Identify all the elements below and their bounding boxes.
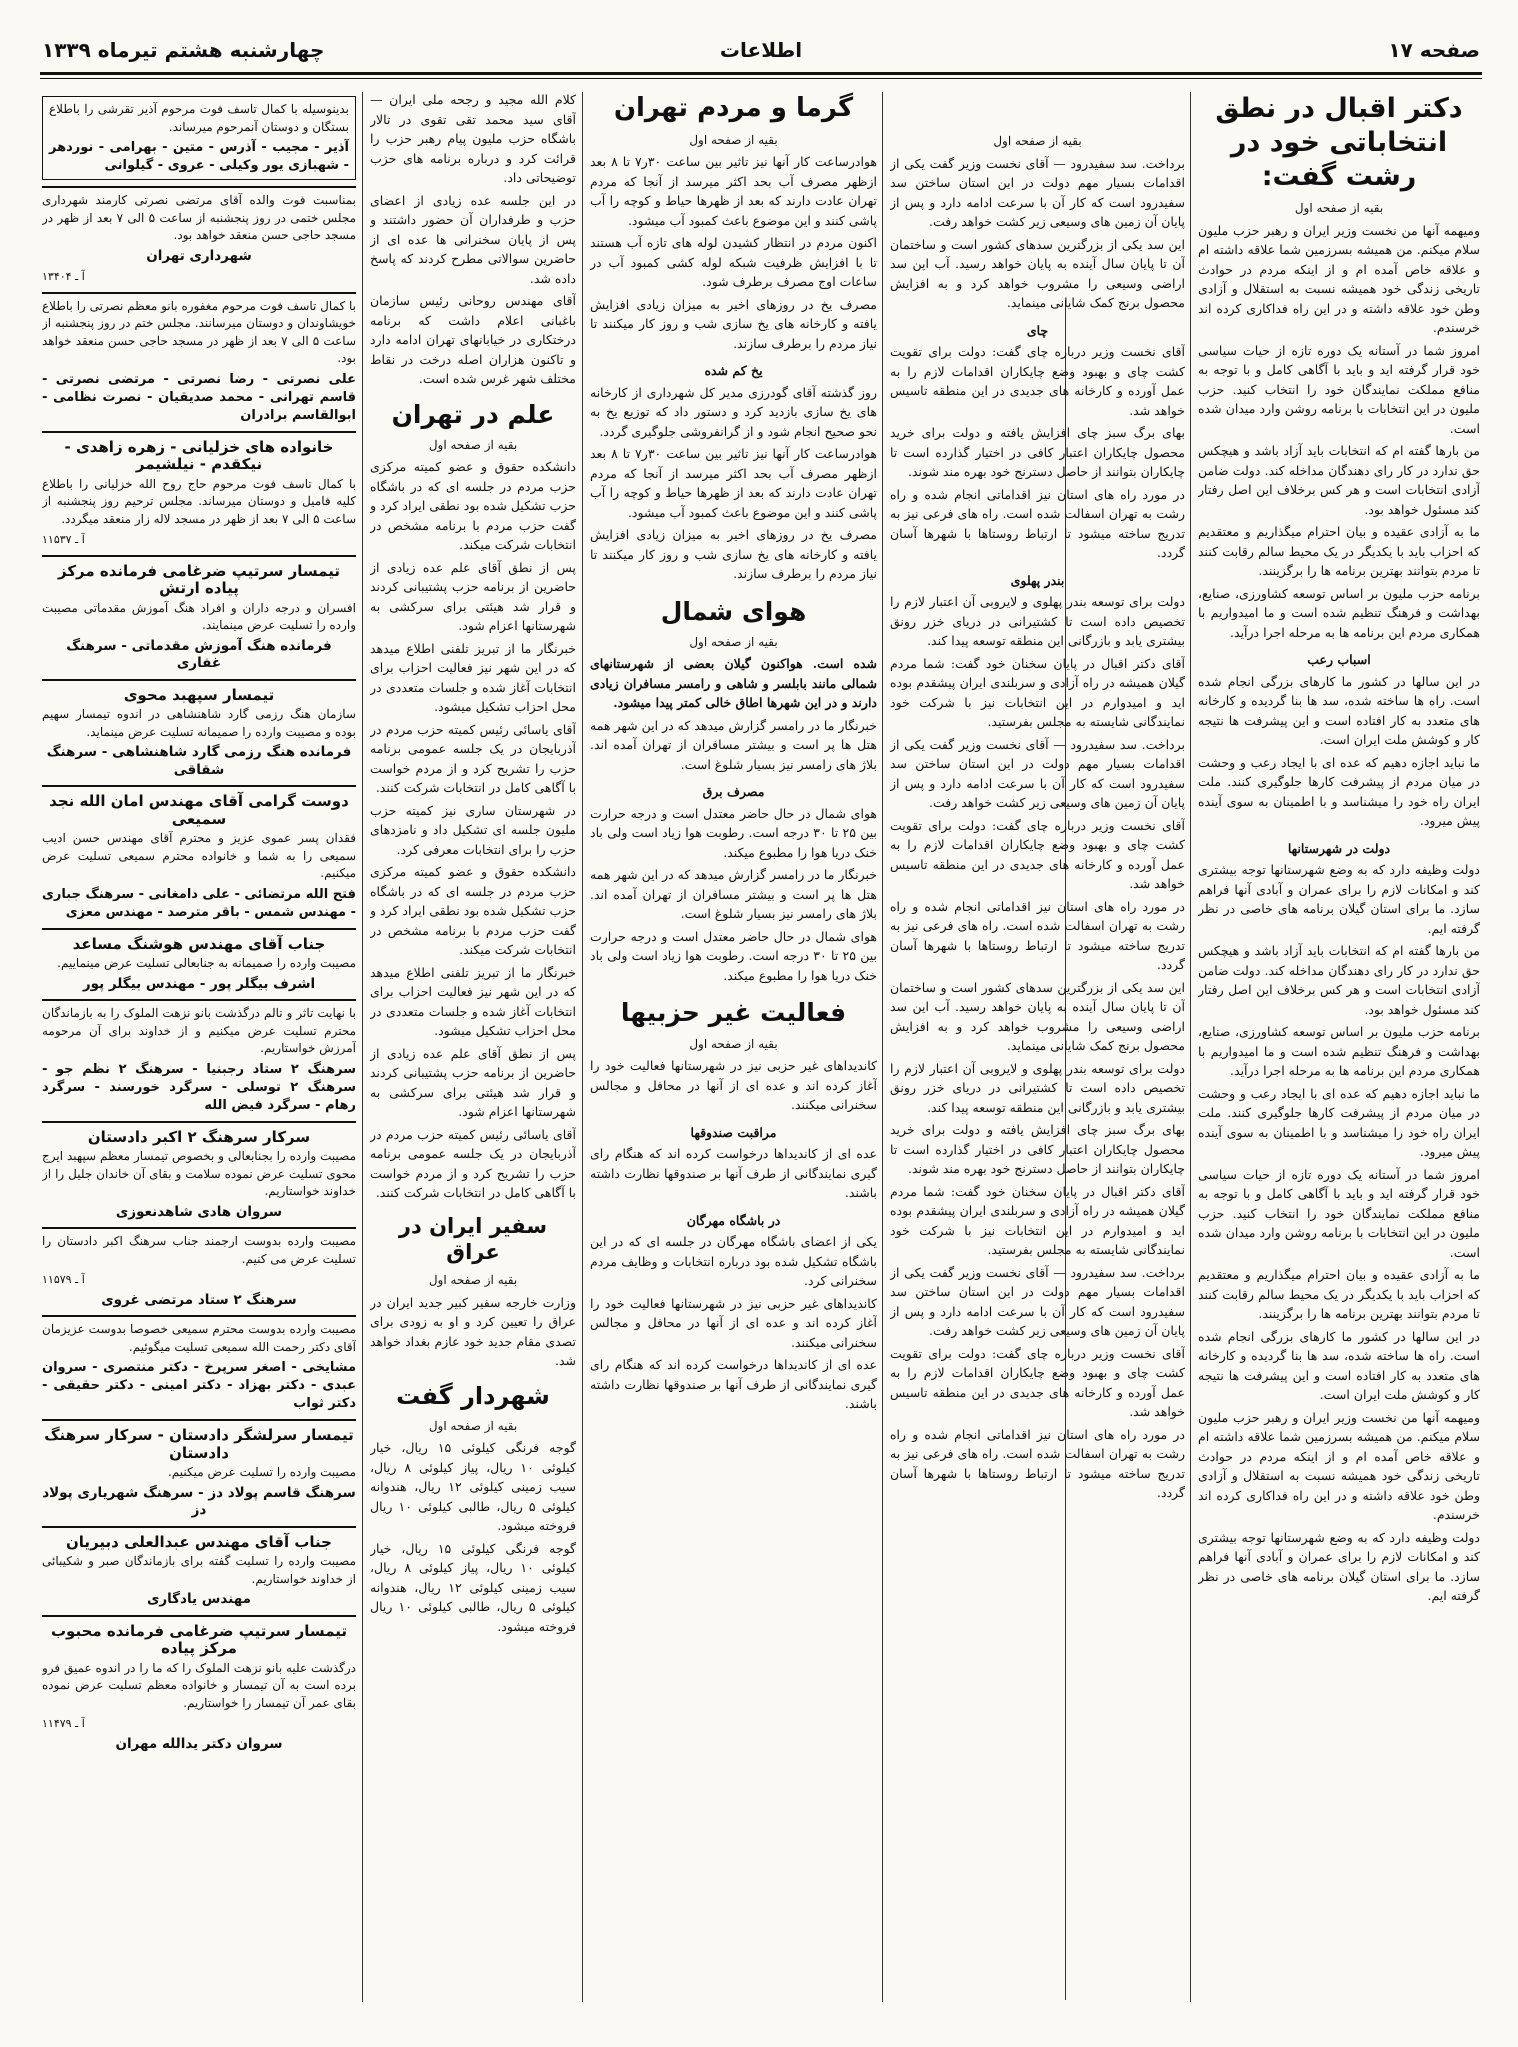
notice <box>42 555 356 673</box>
paragraph: آقای دکتر اقبال در پایان سخنان خود گفت: شما مردم گیلان همیشه در راه آزادی و سربلندی ایران پیشقدم بوده اید و امیدوارم در این انتخابات نیز با شرکت خود نمایندگانی شایسته به مجلس بفرستید. <box>890 655 1185 729</box>
headline-nonparty: فعالیت غیر حزبیها <box>620 998 847 1028</box>
notice-title: سرکار سرهنگ ۲ اکبر دادستان <box>87 1127 311 1146</box>
paragraph: برداخت. سد سفیدرود — آقای نخست وزیر گفت یکی از اقدامات بسیار مهم دولت در این استان ساختن سد سفیدرود است که کار آن با سرعت ادامه دارد و پس از پایان آن زمین های وسیعی زیر کشت خواهد رفت. <box>890 155 1185 229</box>
paragraph: خبرنگار ما در رامسر گزارش میدهد که در این شهر همه هتل ها پر است و بیشتر مسافران از تهران آمده اند. بلاژ های رامسر نیز بسیار شلوغ است. <box>590 867 877 922</box>
notice-ref: آ ـ ۱۱۵۳۷ <box>42 533 85 546</box>
paragraph: ما نباید اجازه دهیم که عده ای با ایجاد رعب و وحشت در میان مردم از پیشرفت کارها جلوگیری کنند. ملت ایران راه خود را میشناسد و با اطمینان به سوی آینده پیش میرود. <box>1198 1085 1480 1160</box>
paragraph: گوجه فرنگی کیلوئی ۱۵ ریال، خیار کیلوئی ۱۰ ریال، پیاز کیلوئی ۸ ریال، سیب زمینی کیلوئی ۱۲ ریال، هندوانه کیلوئی ۵ ریال، طالبی کیلوئی ۱۰ ریال فروخته میشود. <box>370 1540 576 1634</box>
paragraph: برنامه حزب ملیون بر اساس توسعه کشاورزی، صنایع، بهداشت و فرهنگ تنظیم شده است و ما امیدواریم با همکاری مردم این برنامه ها به مرحله اجرا درآید. <box>1198 585 1480 640</box>
paragraph: ومیهمه آنها من نخست وزیر ایران و رهبر حزب ملیون سلام میکنم. من همیشه بسرزمین شما علاقه داشته ام و علاقه خاص آمده ام و از اینکه مردم در حوادث تاریخی زندگی خود همیشه نسبت به استقلال و آزادی وطن خود علاقه داشته و در این راه فداکاری کرده اند خرسندم. <box>1198 1409 1480 1523</box>
paragraph: اکنون مردم در انتظار کشیدن لوله های تازه آب هستند تا با افزایش ظرفیت شبکه لوله کشی کمبود آب در ساعات اوج مصرف برطرف شود. <box>590 235 877 289</box>
headline-eghbal: دکتر اقبال در نطق انتخاباتی خود در رشت گفت: <box>1215 93 1463 192</box>
headline-alam: علم در تهران <box>391 399 555 429</box>
paragraph: کاندیداهای غیر حزبی نیز در شهرستانها فعالیت خود را آغاز کرده اند و عده ای از آنها در محافل و مجالس سخنرانی میکنند. <box>590 1295 877 1350</box>
notice-title: خانواده های خزلیانی - زهره زاهدی - نیکقدم - نیلشیمر <box>64 437 334 473</box>
article-eghbal <box>1198 90 1480 2005</box>
subheading: مراقبت صندوقها <box>690 1124 777 1140</box>
paragraph: این سد یکی از بزرگترین سدهای کشور است و ساختمان آن تا پایان سال آینده به پایان خواهد رسید. آب این سد اراضی وسیعی را مشروب خواهد کرد و به افزایش محصول برنج کمک شایانی مینماید. <box>890 236 1185 310</box>
paragraph: ما نباید اجازه دهیم که عده ای با ایجاد رعب و وحشت در میان مردم از پیشرفت کارها جلوگیری کنند. ملت ایران راه خود را میشناسد و با اطمینان به سوی آینده پیش میرود. <box>1198 754 1480 829</box>
paragraph: امروز شما در آستانه یک دوره تازه از حیات سیاسی خود قرار گرفته اید و باید با آگاهی کامل و با توجه به منافع مملکت نمایندگان خود را انتخاب کنید. حزب ملیون در این انتخابات با برنامه روشن وارد میدان شده است. <box>1198 1166 1480 1260</box>
paragraph: خبرنگار ما از تبریز تلفنی اطلاع میدهد که در این شهر نیز فعالیت احزاب برای انتخابات آغاز شده و جلسات متعددی در محل احزاب تشکیل میشود. <box>370 640 576 715</box>
header-rule <box>40 72 1482 75</box>
paragraph: شده است. هواکنون گیلان بعضی از شهرستانهای شمالی مانند بابلسر و شاهی و رامسر مسافران زیادی دارند و در این شهرها اطاق خالی کمتر پیدا میشود. <box>590 656 877 711</box>
notice-names: مشایخی - اصغر سرپرخ - دکتر منتصری - سروان عبدی - دکتر بهزاد - دکتر امینی - دکتر حقیقی - دکتر ثواب <box>42 1360 356 1411</box>
paragraph: من بارها گفته ام که انتخابات باید آزاد باشد و هیچکس حق ندارد در کار رای دهندگان مداخله کند. دولت ضامن آزادی انتخابات است و هر کس برخلاف این اصل رفتار کند مسئول خواهد بود. <box>1198 943 1480 1017</box>
paragraph: دولت برای توسعه بندر پهلوی و لایروبی آن اعتبار لازم را تخصیص داده است تا کشتیرانی در دریای خزر رونق بیشتری یابد و بازرگانی این منطقه توسعه پیدا کند. <box>890 1060 1185 1115</box>
paragraph: آقای نخست وزیر درباره چای گفت: دولت برای تقویت کشت چای و بهبود وضع چایکاران اقدامات لازم را به عمل آورده و کارخانه های جدیدی در این منطقه تاسیس خواهد شد. <box>890 817 1185 891</box>
headline-mayor: شهردار گفت <box>396 1381 550 1410</box>
notice-names: علی نصرتی - رضا نصرتی - مرتضی نصرتی - قاسم تهرانی - محمد صدیقیان - نصرت نظامی - ابوالقاسم برادران <box>42 371 356 423</box>
paragraph: من بارها گفته ام که انتخابات باید آزاد باشد و هیچکس حق ندارد در کار رای دهندگان مداخله کند. دولت ضامن آزادی انتخابات است و هر کس برخلاف این اصل رفتار کند مسئول خواهد بود. <box>1198 443 1480 517</box>
notice-signature: سروان دکتر یدالله مهران <box>115 1735 283 1752</box>
notice-signature: فرمانده هنگ رزمی گارد شاهنشاهی - سرهنگ شقاقی <box>46 744 352 778</box>
notice <box>42 1615 356 1754</box>
notice <box>42 785 356 922</box>
notice-text: مصیبت وارده بدوست ارجمند جناب سرهنگ اکبر دادستان را تسلیت عرض می کنیم. <box>42 1234 356 1266</box>
paragraph: آقای دکتر اقبال در پایان سخنان خود گفت: شما مردم گیلان همیشه در راه آزادی و سربلندی ایران پیشقدم بوده اید و امیدوارم در این انتخابات نیز با شرکت خود نمایندگانی شایسته به مجلس بفرستید. <box>890 1183 1185 1257</box>
notice-title: جناب آقای مهندس عبدالعلی دبیریان <box>66 1532 332 1551</box>
notice-text: با نهایت تاثر و تالم درگذشت بانو نزهت الملوک را به بازماندگان محترم تسلیت عرض میکنیم و از خداوند برای آن مرحومه آمرزش خواستاریم. <box>42 1006 356 1055</box>
paragraph: برداخت. سد سفیدرود — آقای نخست وزیر گفت یکی از اقدامات بسیار مهم دولت در این استان ساختن سد سفیدرود است که کار آن با سرعت ادامه دارد و پس از پایان آن زمین های وسیعی زیر کشت خواهد رفت. <box>890 736 1185 810</box>
notice <box>42 999 356 1115</box>
notice-title: دوست گرامی آقای مهندس امان الله نجد سمیعی <box>49 792 349 828</box>
article-eghbal-cont <box>890 130 1185 2005</box>
notice-signature: سرهنگ ۲ ستاد مرتضی غروی <box>101 1291 297 1308</box>
paragraph: روز گذشته آقای گودرزی مدیر کل شهرداری از کارخانه های یخ سازی بازدید کرد و دستور داد که توزیع یخ به نحو صحیح انجام شود و از گرانفروشی جلوگیری گردد. <box>590 384 877 439</box>
subheading: اسباب رعب <box>1307 652 1371 668</box>
paragraph: آقای یاسائی رئیس کمیته حزب مردم در آذربایجان در یک جلسه عمومی برنامه حزب را تشریح کرد و از مردم خواست با آگاهی کامل در انتخابات شرکت کنند. <box>370 721 576 796</box>
subheading: دولت در شهرستانها <box>1287 840 1391 856</box>
paragraph: آقای مهندس روحانی رئیس سازمان باغبانی اعلام داشت که برنامه درختکاری در خیابانهای تهران ادامه دارد و تاکنون هزاران اصله درخت در نقاط مختلف شهر غرس شده است. <box>370 293 576 386</box>
column-divider <box>582 92 583 2002</box>
notice-ref: آ ـ ۱۱۴۷۹ <box>42 1717 85 1730</box>
notice-signature: سرهنگ قاسم پولاد دز - سرهنگ شهریاری پولاد دز <box>42 1484 356 1518</box>
notice <box>42 928 356 994</box>
notice-ref: آ ـ ۱۱۵۷۹ <box>42 1273 85 1286</box>
paragraph: بهای برگ سبز چای افزایش یافته و دولت برای خرید محصول چایکاران اعتبار کافی در اختیار گذارده است تا چایکاران بتوانند از حاصل دسترنج خود بهره مند شوند. <box>890 1122 1185 1176</box>
notice <box>42 1121 356 1222</box>
notice-title: تیمسار سرلشگر دادستان - سرکار سرهنگ دادستان <box>44 1426 354 1462</box>
paragraph: کاندیداهای غیر حزبی نیز در شهرستانها فعالیت خود را آغاز کرده اند و عده ای از آنها در محافل و مجالس سخنرانی میکنند. <box>590 1058 877 1112</box>
paragraph: خبرنگار ما از تبریز تلفنی اطلاع میدهد که در این شهر نیز فعالیت احزاب برای انتخابات آغاز شده و جلسات متعددی در محل احزاب تشکیل میشود. <box>370 964 576 1039</box>
paragraph: خبرنگار ما در رامسر گزارش میدهد که در این شهر همه هتل ها پر است و بیشتر مسافران از تهران آمده اند. بلاژ های رامسر نیز بسیار شلوغ است. <box>590 717 877 772</box>
paragraph: هوادرساعت کار آنها نیز تاثیر بین ساعت ۳۰ر۷ تا ۸ بعد ازظهر مصرف آب بحد اکثر میرسد از آنجا که مردم تهران عادت دارند که بعد از ظهرها حیاط و کوچه را آب پاشی کنند و این موضوع باعث کمبود آب میشود. <box>590 154 877 228</box>
notice-title: تیمسار سرتیپ ضرغامی فرمانده محبوب مرکز پیاده <box>50 1621 348 1657</box>
notice-signature: فرمانده هنگ آموزش مقدماتی - سرهنگ غفاری <box>66 637 332 671</box>
notice-names: فتح الله مرتضائی - علی دامغانی - سرهنگ جباری - مهندس شمس - باقر مترصد - مهندس معزی <box>42 886 356 920</box>
issue-date: چهارشنبه هشتم تیرماه ۱۳۳۹ <box>42 38 325 62</box>
notice <box>42 431 356 549</box>
paragraph: دولت وظیفه دارد که به وضع شهرستانها توجه بیشتری کند و امکانات لازم را برای عمران و آبادی آنها فراهم سازد. ما برای استان گیلان برنامه های خاصی در نظر گرفته ایم. <box>1198 862 1480 936</box>
notice-title: تیمسار سرتیپ ضرغامی فرمانده مرکز پیاده ارتش <box>57 561 340 597</box>
notice-text: بدینوسیله با کمال تاسف فوت مرحوم آذیر تقرشی را باطلاع بستگان و دوستان آنمرحوم میرساند. <box>49 102 349 134</box>
notice-text: مصیبت وارده را صمیمانه به جنابعالی تسلیت عرض مینماییم. <box>57 956 356 970</box>
notice-text: مصیبت وارده را تسلیت عرض میکنیم. <box>167 1465 356 1479</box>
headline-north: هوای شمال <box>660 596 807 626</box>
notice <box>42 1227 356 1309</box>
paragraph: هوادرساعت کار آنها نیز تاثیر بین ساعت ۳۰ر۷ تا ۸ بعد ازظهر مصرف آب بحد اکثر میرسد از آنجا که مردم تهران عادت دارند که بعد از ظهرها حیاط و کوچه را آب پاشی کنند و این موضوع باعث کمبود آب میشود. <box>590 446 877 520</box>
notice <box>42 1526 356 1609</box>
paragraph: این سد یکی از بزرگترین سدهای کشور است و ساختمان آن تا پایان سال آینده به پایان خواهد رسید. آب این سد اراضی وسیعی را مشروب خواهد کرد و به افزایش محصول برنج کمک شایانی مینماید. <box>890 979 1185 1053</box>
paragraph: دانشکده حقوق و عضو کمیته مرکزی حزب مردم در جلسه ای که در باشگاه حزب تشکیل شده بود نطقی ایراد کرد و گفت حزب مردم با برنامه مشخص در انتخابات شرکت میکند. <box>370 459 576 553</box>
notice-text: بمناسبت فوت والده آقای مرتضی نصرتی کارمند شهرداری مجلس ختمی در روز پنجشنبه از ساعت ۵ الی ۷ بعد از ظهر در مسجد حاجی حسن منعقد خواهد بود. <box>42 193 356 242</box>
paragraph: ما به آزادی عقیده و بیان احترام میگذاریم و معتقدیم که احزاب باید با یکدیگر در یک محیط سالم رقابت کنند تا مردم بتوانند بهترین برنامه ها را برگزینند. <box>1198 524 1480 579</box>
continued-note: بقیه از صفحه اول <box>428 1418 518 1433</box>
paragraph: بهای برگ سبز چای افزایش یافته و دولت برای خرید محصول چایکاران اعتبار کافی در اختیار گذارده است تا چایکاران بتوانند از حاصل دسترنج خود بهره مند شوند. <box>890 425 1185 479</box>
subheading: چای <box>1026 322 1049 338</box>
paragraph: ومیهمه آنها من نخست وزیر ایران و رهبر حزب ملیون سلام میکنم. من همیشه بسرزمین شما علاقه داشته ام و علاقه خاص آمده ام و از اینکه مردم در حوادث تاریخی زندگی خود همیشه نسبت به استقلال و آزادی وطن خود علاقه داشته و در این راه فداکاری کرده اند خرسندم. <box>1198 222 1480 336</box>
paragraph: در مورد راه های استان نیز اقداماتی انجام شده و راه رشت به تهران اسفالت شده است. راه های فرعی نیز به تدریج ساخته میشود تا ارتباط روستاها با شهرها آسان گردد. <box>890 486 1185 560</box>
header-rule-thin <box>40 78 1482 79</box>
continued-note: بقیه از صفحه اول <box>428 1273 518 1288</box>
paragraph: در مورد راه های استان نیز اقداماتی انجام شده و راه رشت به تهران اسفالت شده است. راه های فرعی نیز به تدریج ساخته میشود تا ارتباط روستاها با شهرها آسان گردد. <box>890 898 1185 972</box>
paragraph: در این جلسه عده زیادی از اعضای حزب و طرفداران آن حضور داشتند و پس از پایان سخنرانی ها عده ای از حاضرین سوالاتی مطرح کردند که پاسخ داده شد. <box>370 192 576 286</box>
paragraph: آقای نخست وزیر درباره چای گفت: دولت برای تقویت کشت چای و بهبود وضع چایکاران اقدامات لازم را به عمل آورده و کارخانه های جدیدی در این منطقه تاسیس خواهد شد. <box>890 344 1185 418</box>
paragraph: دانشکده حقوق و عضو کمیته مرکزی حزب مردم در جلسه ای که در باشگاه حزب تشکیل شده بود نطقی ایراد کرد و گفت حزب مردم با برنامه مشخص در انتخابات شرکت میکند. <box>370 864 576 958</box>
paragraph: در شهرستان ساری نیز کمیته حزب ملیون جلسه ای تشکیل داد و نامزدهای حزب را برای انتخابات معرفی کرد. <box>370 802 576 857</box>
continued-note: بقیه از صفحه اول <box>428 437 518 452</box>
paragraph: در این سالها در کشور ما کارهای بزرگی انجام شده است. راه ها ساخته شده، سد ها بنا گردیده و کارخانه های متعدد به کار افتاده است و این پیشرفت ها نتیجه کار و کوشش ملت ایران است. <box>1198 1328 1480 1403</box>
notice-text: با کمال تاسف فوت مرحوم مغفوره بانو معظم نصرتی را باطلاع خویشاوندان و دوستان میرسانند. مجلس ختم در روز پنجشنبه از ساعت ۵ الی ۷ بعد از ظهر در مسجد حاجی حسن منعقد خواهد بود. <box>42 298 356 365</box>
paragraph: در مورد راه های استان نیز اقداماتی انجام شده و راه رشت به تهران اسفالت شده است. راه های فرعی نیز به تدریج ساخته میشود تا ارتباط روستاها با شهرها آسان گردد. <box>890 1426 1185 1500</box>
paragraph: هوای شمال در حال حاضر معتدل است و درجه حرارت بین ۲۵ تا ۳۰ درجه است. رطوبت هوا زیاد است ولی باد خنک دریا هوا را مطبوع میکند. <box>590 928 877 983</box>
paragraph: گوجه فرنگی کیلوئی ۱۵ ریال، خیار کیلوئی ۱۰ ریال، پیاز کیلوئی ۸ ریال، سیب زمینی کیلوئی ۱۲ ریال، هندوانه کیلوئی ۵ ریال، طالبی کیلوئی ۱۰ ریال فروخته میشود. <box>370 1440 576 1534</box>
paragraph: مصرف یخ در روزهای اخیر به میزان زیادی افزایش یافته و کارخانه های یخ سازی شب و روز کار میکنند تا نیاز مردم را برطرف سازند. <box>590 296 877 351</box>
headline-heat: گرما و مردم تهران <box>613 93 854 123</box>
paper-name: اطلاعات <box>719 38 803 62</box>
notice-text: مصیبت وارده را بجنابعالی و بخصوص تیمسار معظم سپهبد ایرج محوی تسلیت عرض نموده سلامت و بقای آن خاندان جلیل را از خداوند خواستاریم. <box>42 1149 356 1198</box>
notice-names: سرهنگ ۲ ستاد رجبنیا - سرهنگ ۲ نظم جو - سرهنگ ۲ توسلی - سرگرد خورسند - سرگرد رهام - سرگرد فیض الله <box>42 1061 356 1113</box>
condolence-notices <box>42 90 356 2005</box>
notice-text: مصیبت وارده را تسلیت گفته برای بازماندگان صبر و شکیبائی از خداوند خواستاریم. <box>42 1554 356 1586</box>
paragraph: امروز شما در آستانه یک دوره تازه از حیات سیاسی خود قرار گرفته اید و باید با آگاهی کامل و با توجه به منافع مملکت نمایندگان خود را انتخاب کنید. حزب ملیون در این انتخابات با برنامه روشن وارد میدان شده است. <box>1198 342 1480 436</box>
paragraph: پس از نطق آقای علم عده زیادی از حاضرین از برنامه حزب پشتیبانی کردند و قرار شد هیئتی برای سرکشی به شهرستانها اعزام شود. <box>370 559 576 634</box>
subheading: در باشگاه مهرگان <box>686 1212 781 1228</box>
subheading: مصرف برق <box>702 784 765 800</box>
paragraph: آقای یاسائی رئیس کمیته حزب مردم در آذربایجان در یک جلسه عمومی برنامه حزب را تشریح کرد و از مردم خواست با آگاهی کامل در انتخابات شرکت کنند. <box>370 1126 576 1201</box>
notice <box>42 679 356 780</box>
notice <box>42 186 356 286</box>
paragraph: کلام الله مجید و رجحه ملی ایران — آقای سید محمد تقی تقوی در تالار باشگاه حزب ملیون پیام رهبر حزب را قرائت کرد و درباره برنامه های حزب توضیحاتی داد. <box>370 92 576 185</box>
notice-text: افسران و درجه داران و افراد هنگ آموزش مقدماتی مصیبت وارده را تسلیت عرض مینمایند. <box>42 600 356 632</box>
article-heat <box>590 90 877 2005</box>
continued-note: بقیه از صفحه اول <box>689 1036 778 1051</box>
paragraph: پس از نطق آقای علم عده زیادی از حاضرین از برنامه حزب پشتیبانی کردند و قرار شد هیئتی برای سرکشی به شهرستانها اعزام شود. <box>370 1045 576 1120</box>
notice <box>42 1315 356 1413</box>
article-alam <box>370 90 576 2005</box>
paragraph: در این سالها در کشور ما کارهای بزرگی انجام شده است. راه ها ساخته شده، سد ها بنا گردیده و کارخانه های متعدد به کار افتاده است و این پیشرفت ها نتیجه کار و کوشش ملت ایران است. <box>1198 673 1480 748</box>
paragraph: هوای شمال در حال حاضر معتدل است و درجه حرارت بین ۲۵ تا ۳۰ درجه است. رطوبت هوا زیاد است ولی باد خنک دریا هوا را مطبوع میکند. <box>590 805 877 860</box>
subheading: بندر پهلوی <box>1010 572 1065 588</box>
column-divider <box>362 92 363 2002</box>
paragraph: دولت برای توسعه بندر پهلوی و لایروبی آن اعتبار لازم را تخصیص داده است تا کشتیرانی در دریای خزر رونق بیشتری یابد و بازرگانی این منطقه توسعه پیدا کند. <box>890 594 1185 648</box>
paragraph: وزارت خارجه سفیر کبیر جدید ایران در عراق را تعیین کرد و او به زودی برای تصدی مقام جدید خود عازم بغداد خواهد شد. <box>370 1294 576 1369</box>
paragraph: یکی از اعضای باشگاه مهرگان در جلسه ای که در این باشگاه تشکیل شده بود درباره انتخابات و وظایف مردم سخنرانی کرد. <box>590 1234 877 1288</box>
paragraph: عده ای از کاندیداها درخواست کرده اند که هنگام رای گیری نمایندگانی از طرف آنها بر صندوقها نظارت داشته باشند. <box>590 1357 877 1411</box>
notice-text: مصیبت وارده بدوست محترم سمیعی خصوصا بدوست عزیزمان آقای دکتر رحمت الله سمیعی تسلیت میگوئیم. <box>42 1322 356 1354</box>
paragraph: عده ای از کاندیداها درخواست کرده اند که هنگام رای گیری نمایندگانی از طرف آنها بر صندوقها نظارت داشته باشند. <box>590 1146 877 1200</box>
notice <box>42 96 356 180</box>
notice-signature: مهندس یادگاری <box>146 1591 252 1607</box>
notice-signature: اشرف بیگلر پور - مهندس بیگلر پور <box>82 975 316 992</box>
paragraph: دولت وظیفه دارد که به وضع شهرستانها توجه بیشتری کند و امکانات لازم را برای عمران و آبادی آنها فراهم سازد. ما برای استان گیلان برنامه های خاصی در نظر گرفته ایم. <box>1198 1529 1480 1604</box>
notice-title: تیمسار سپهبد محوی <box>123 685 275 704</box>
notice <box>42 1419 356 1520</box>
notice-title: جناب آقای مهندس هوشنگ مساعد <box>72 934 326 953</box>
subheading: یخ کم شده <box>704 363 763 378</box>
headline-ambassador: سفیر ایران در عراق <box>398 1213 548 1264</box>
notice-ref: آ ـ ۱۳۴۰۴ <box>42 270 85 283</box>
page-number: صفحه ۱۷ <box>1388 38 1480 62</box>
column-divider <box>882 92 883 2002</box>
continued-note: بقیه از صفحه اول <box>1294 201 1384 216</box>
paragraph: ما به آزادی عقیده و بیان احترام میگذاریم و معتقدیم که احزاب باید با یکدیگر در یک محیط سالم رقابت کنند تا مردم بتوانند بهترین برنامه ها را برگزینند. <box>1198 1267 1480 1322</box>
notice-names: آذیر - مجیب - آذرس - متین - بهرامی - نوردهر - شهبازی یور وکیلی - عروی - گیلوانی <box>49 140 349 173</box>
continued-note: بقیه از صفحه اول <box>993 134 1082 148</box>
continued-note: بقیه از صفحه اول <box>689 132 778 147</box>
paragraph: برداخت. سد سفیدرود — آقای نخست وزیر گفت یکی از اقدامات بسیار مهم دولت در این استان ساختن سد سفیدرود است که کار آن با سرعت ادامه دارد و پس از پایان آن زمین های وسیعی زیر کشت خواهد رفت. <box>890 1264 1185 1338</box>
notice-text: سازمان هنگ رزمی گارد شاهنشاهی در اندوه تیمسار سهیم بوده و مصیبت وارده را صمیمانه تسلیت عرض مینماید. <box>42 707 356 739</box>
notice-text: فقدان پسر عموی عزیز و محترم آقای مهندس حسن ادیب سمیعی را به شما و خانواده محترم سمیعی تسلیت عرض میکنیم. <box>42 831 356 880</box>
notice-signature: شهرداری تهران <box>146 247 252 264</box>
paragraph: آقای نخست وزیر درباره چای گفت: دولت برای تقویت کشت چای و بهبود وضع چایکاران اقدامات لازم را به عمل آورده و کارخانه های جدیدی در این منطقه تاسیس خواهد شد. <box>890 1345 1185 1419</box>
continued-note: بقیه از صفحه اول <box>689 634 778 649</box>
notice-text: درگذشت علیه بانو نزهت الملوک را که ما را در اندوه عمیق فرو برده است به آن تیمسار و خانواده معظم تسلیت عرض نموده بقای عمر آن تیمسار را خواستاریم. <box>42 1660 356 1710</box>
column-divider <box>1190 92 1191 2002</box>
notice-signature: سروان هادی شاهدنعوزی <box>115 1203 283 1220</box>
notice <box>42 292 356 425</box>
notice-text: با کمال تاسف فوت مرحوم حاج روح الله خزلیانی را باطلاع کلیه فامیل و دوستان میرساند. مجلس ترحیم روز پنجشنبه از ساعت ۵ الی ۷ بعد از ظهر در مسجد لاله زار منعقد میگردد. <box>42 476 356 526</box>
paragraph: مصرف یخ در روزهای اخیر به میزان زیادی افزایش یافته و کارخانه های یخ سازی شب و روز کار میکنند تا نیاز مردم را برطرف سازند. <box>590 527 877 581</box>
paragraph: برنامه حزب ملیون بر اساس توسعه کشاورزی، صنایع، بهداشت و فرهنگ تنظیم شده است و ما امیدواریم با همکاری مردم این برنامه ها به مرحله اجرا درآید. <box>1198 1024 1480 1079</box>
